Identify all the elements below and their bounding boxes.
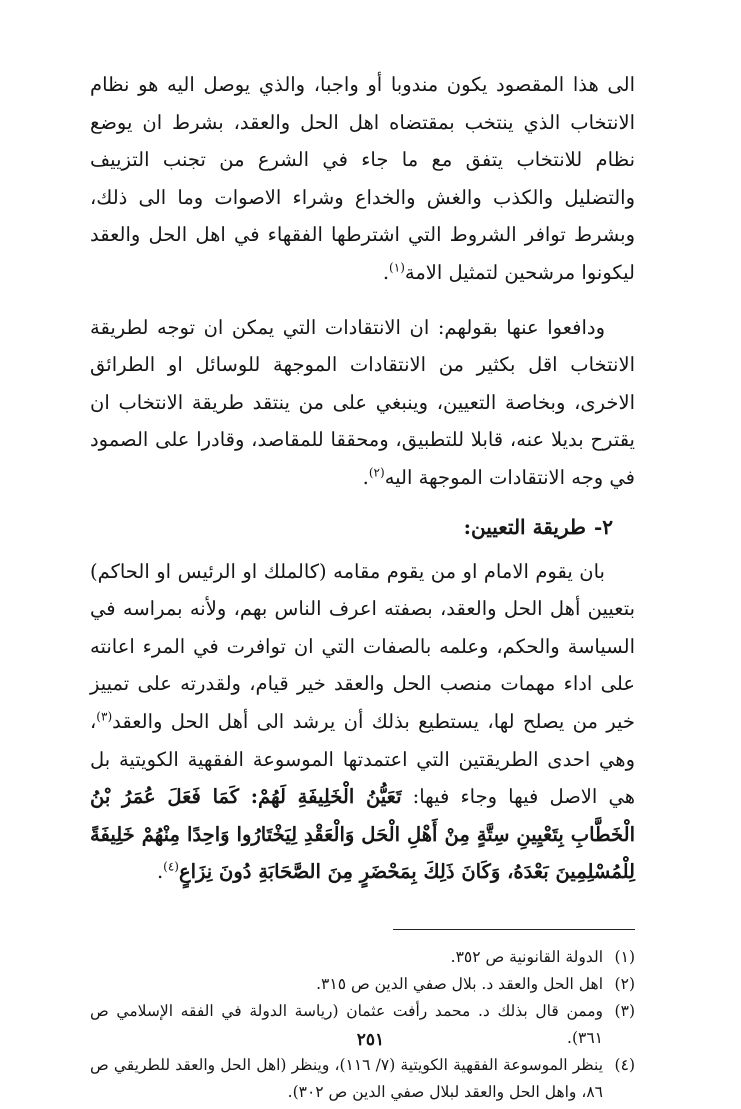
footnote-item (90, 944, 635, 971)
footnote-number: (٤) (614, 1055, 635, 1074)
footnote-ref-1: (١) (389, 260, 405, 275)
paragraph-3-end: . (156, 860, 164, 884)
paragraph-3 (90, 553, 635, 891)
page-number: ٢٥١ (356, 1030, 385, 1050)
paragraph-2-end: . (362, 465, 369, 489)
encyclopedia-quote: تَعَيُّنُ الْخَلِيفَةِ لَهُمْ: كَمَا فَعَلَ عُمَرُ بْنُ الْخَطَّابِ بِتَعْيِينِ سِتَّةٍ مِنْ أَهْلِ الْحَل وَالْعَقْدِ لِيَخْتَارُوا وَاحِدًا مِنْهُمْ خَلِيفَةً لِلْمُسْلِمِينَ بَعْدَهُ، وَكَانَ ذَلِكَ بِمَحْضَرٍ مِنَ الصَّحَابَةِ دُونَ نِزَاعٍ (90, 785, 635, 884)
paragraph-3-middle: ، وهي احدى الطريقتين التي اعتمدتها الموسوعة الفقهية الكويتية بل هي الاصل فيها وجاء فيها: (90, 709, 635, 809)
footnote-number: (٣) (614, 1001, 635, 1020)
footnotes (90, 944, 635, 1106)
footnote-text: اهل الحل والعقد د. بلال صفي الدين ص ٣١٥. (316, 974, 603, 993)
paragraph-1-text: الى هذا المقصود يكون مندوبا أو واجبا، والذي يوصل اليه هو نظام الانتخاب الذي ينتخب بمقتضاه اهل الحل والعقد، بشرط ان يوضع نظام للانتخاب يتفق مع ما جاء في الشرع من تجنب التزييف والتضليل والكذب والغش والخداع وشراء الاصوات وما الى ذلك، وبشرط توافر الشروط التي اشترطها الفقهاء في اهل الحل والعقد ليكونوا مرشحين لتمثيل الامة (90, 73, 635, 284)
footnote-text: الدولة القانونية ص ٣٥٢. (450, 947, 603, 966)
section-number: ٢- (593, 514, 613, 539)
footnote-number: (١) (614, 947, 635, 966)
footnote-ref-3: (٣) (96, 709, 113, 724)
footnote-text: وممن قال بذلك د. محمد رأفت عثمان (رياسة الدولة في الفقه الإسلامي ص ٣٦١). (90, 1001, 603, 1047)
footnote-ref-2: (٢) (368, 465, 385, 480)
footnote-item (90, 971, 635, 998)
paragraph-1 (90, 66, 635, 292)
paragraph-2-text: ودافعوا عنها بقولهم: ان الانتقادات التي يمكن ان توجه لطريقة الانتخاب اقل بكثير من الانتقادات الموجهة للوسائل او الطرائق الاخرى، وبخاصة التعيين، وينبغي على من ينتقد طريقة الانتخاب ان يقترح بديلا عنه، قابلا للتطبيق، ومحققا للمقاصد، وقادرا على الصمود في وجه الانتقادات الموجهة اليه (90, 315, 635, 489)
paragraph-2 (90, 309, 635, 497)
footnote-divider (393, 929, 635, 930)
paragraph-3-text: بان يقوم الامام او من يقوم مقامه (كالملك او الرئيس او الحاكم) بتعيين أهل الحل والعقد، بصفته اعرف الناس بهم، ولأنه بمراسه في السياسة والحكم، وعلمه بالصفات التي ان توافرت في المرء اعانته على اداء مهمات منصب الحل والعقد خير قيام، ولقدرته على تمييز خير من يصلح لها، يستطيع بذلك أن يرشد الى أهل الحل والعقد (90, 559, 635, 733)
section-heading (90, 509, 635, 545)
section-title: طريقة التعيين: (463, 514, 586, 539)
footnote-ref-4: (٤) (163, 859, 179, 874)
footnote-text: ينظر الموسوعة الفقهية الكويتية (٧/ ١١٦)، وينظر (اهل الحل والعقد للطريقي ص ٨٦، واهل الحل والعقد لبلال صفي الدين ص ٣٠٢). (90, 1055, 604, 1101)
footnote-item (90, 1052, 635, 1106)
footnote-number: (٢) (614, 974, 635, 993)
paragraph-1-end: . (382, 260, 390, 284)
